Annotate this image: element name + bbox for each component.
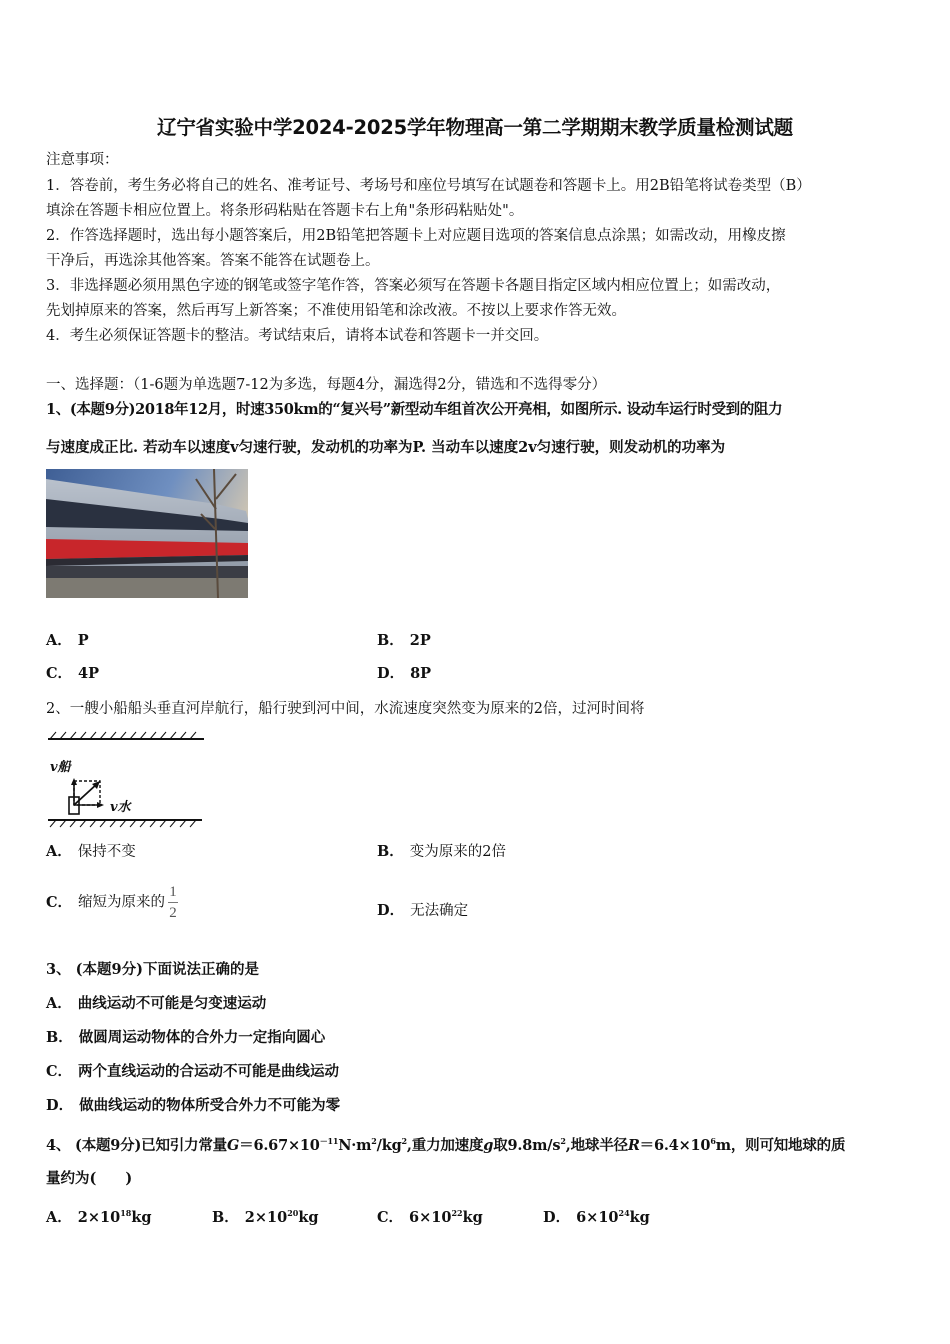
option-b[interactable] xyxy=(46,1028,325,1048)
option-text: 6×10 xyxy=(409,1209,452,1226)
question-1-text: 1、(本题9分)2018年12月，时速350km的“复兴号”新型动车组首次公开亮相，如图所示. 设动车运行时受到的阻力 xyxy=(46,401,783,418)
option-c[interactable] xyxy=(377,1203,483,1228)
option-label: A． xyxy=(46,632,72,649)
text-run: ,地球半径 xyxy=(565,1137,628,1154)
fraction-one-half xyxy=(168,883,178,922)
option-b[interactable] xyxy=(377,631,431,651)
option-d[interactable] xyxy=(377,901,468,921)
page-title: 辽宁省实验中学2024-2025学年物理高一第二学期期末教学质量检测试题 xyxy=(157,116,793,139)
text-run: N·m xyxy=(338,1137,372,1154)
option-d[interactable] xyxy=(46,1096,340,1116)
unit: kg xyxy=(298,1209,319,1226)
text-run: 取9.8m/s xyxy=(493,1137,561,1154)
notice-line: 3．非选择题必须用黑色字迹的钢笔或签字笔作答，答案必须写在答题卡各题目指定区域内相应位置上；如需改动， xyxy=(46,278,781,294)
notice-line: 先划掉原来的答案，然后再写上新答案；不准使用铅笔和涂改液。不按以上要求作答无效。 xyxy=(46,303,626,319)
option-c[interactable] xyxy=(46,664,99,684)
option-c[interactable] xyxy=(46,1062,339,1082)
text-run: ＝6.4×10 xyxy=(639,1137,711,1154)
unit: kg xyxy=(462,1209,483,1226)
question-1-text: 与速度成正比. 若动车以速度v匀速行驶，发动机的功率为P. 当动车以速度2v匀速行驶，则发动机的功率为 xyxy=(46,439,726,456)
exponent: 2 xyxy=(401,1136,407,1146)
exponent: 2 xyxy=(560,1136,566,1146)
option-label: A． xyxy=(46,1209,72,1226)
fraction-denominator: 2 xyxy=(169,905,177,921)
notice-line: 干净后，再选涂其他答案。答案不能答在试题卷上。 xyxy=(46,253,380,269)
exponent: 2 xyxy=(371,1136,377,1146)
option-text: 做圆周运动物体的合外力一定指向圆心 xyxy=(78,1029,326,1046)
exponent: 18 xyxy=(120,1208,132,1218)
option-b[interactable] xyxy=(212,1203,319,1228)
option-text: 2P xyxy=(409,632,431,649)
option-text: 保持不变 xyxy=(77,844,136,860)
exponent: 22 xyxy=(451,1208,463,1218)
water-velocity-label: v水 xyxy=(110,800,131,815)
option-label: B． xyxy=(46,1029,73,1046)
notice-line: 2．作答选择题时，选出每小题答案后，用2B铅笔把答题卡上对应题目选项的答案信息点涂黑；如需改动，用橡皮擦 xyxy=(46,228,786,244)
unit: kg xyxy=(131,1209,152,1226)
text-run: m，则可知地球的质 xyxy=(715,1137,846,1154)
option-text: 2×10 xyxy=(244,1209,288,1226)
symbol-g-const: G xyxy=(226,1137,240,1154)
question-2-text: 2、一艘小船船头垂直河岸航行，船行驶到河中间，水流速度突然变为原来的2倍，过河时间将 xyxy=(46,701,645,717)
option-label: C． xyxy=(46,1063,73,1080)
option-d[interactable] xyxy=(377,664,431,684)
unit: kg xyxy=(629,1209,650,1226)
option-label: D． xyxy=(543,1209,571,1226)
option-text: 2×10 xyxy=(77,1209,121,1226)
text-run: /kg xyxy=(376,1137,402,1154)
exponent: 24 xyxy=(618,1208,630,1218)
option-label: C． xyxy=(377,1209,404,1226)
option-text: 变为原来的2倍 xyxy=(409,844,506,860)
fraction-numerator: 1 xyxy=(169,884,177,900)
option-text: 6×10 xyxy=(576,1209,619,1226)
exponent: 6 xyxy=(710,1136,716,1146)
notice-line: 4．考生必须保证答题卡的整洁。考试结束后，请将本试卷和答题卡一并交回。 xyxy=(46,328,549,344)
notice-heading: 注意事项： xyxy=(46,152,119,168)
option-label: C． xyxy=(46,665,73,682)
notice-line: 1．答卷前，考生务必将自己的姓名、准考证号、考场号和座位号填写在试题卷和答题卡上。用2B铅笔将试卷类型（B） xyxy=(46,178,811,194)
symbol-g-accel: g xyxy=(483,1137,494,1154)
exponent: －11 xyxy=(319,1136,339,1146)
train-photo xyxy=(46,469,248,598)
question-4-text: 量约为( ) xyxy=(46,1170,133,1187)
option-label: B． xyxy=(377,843,404,860)
option-d[interactable] xyxy=(543,1203,650,1228)
text-run: ＝6.67×10 xyxy=(239,1137,320,1154)
option-a[interactable] xyxy=(46,631,89,651)
option-text: 缩短为原来的 xyxy=(78,894,166,911)
option-a[interactable] xyxy=(46,842,136,862)
option-label: B． xyxy=(212,1209,239,1226)
option-label: D． xyxy=(46,1097,74,1114)
question-3-text: 3、 (本题9分)下面说法正确的是 xyxy=(46,961,259,978)
section-heading: 一、选择题：（1-6题为单选题7-12为多选，每题4分，漏选得2分，错选和不选得零分） xyxy=(46,377,607,393)
option-text: 8P xyxy=(410,665,432,682)
option-text: 4P xyxy=(78,665,100,682)
option-a[interactable] xyxy=(46,994,266,1014)
option-label: A． xyxy=(46,995,72,1012)
option-text: 做曲线运动的物体所受合外力不可能为零 xyxy=(79,1097,341,1114)
option-label: D． xyxy=(377,665,405,682)
exponent: 20 xyxy=(287,1208,299,1218)
question-4-text xyxy=(46,1131,845,1156)
option-a[interactable] xyxy=(46,1203,152,1228)
option-label: C． xyxy=(46,893,73,911)
option-text: P xyxy=(77,632,89,649)
notice-line: 填涂在答题卡相应位置上。将条形码粘贴在答题卡右上角"条形码粘贴处"。 xyxy=(46,203,524,219)
text-run: 4、 (本题9分)已知引力常量 xyxy=(46,1137,227,1154)
option-text: 曲线运动不可能是匀变速运动 xyxy=(77,995,267,1012)
symbol-r: R xyxy=(627,1137,640,1154)
option-text: 两个直线运动的合运动不可能是曲线运动 xyxy=(78,1063,340,1080)
option-label: B． xyxy=(377,632,404,649)
river-boat-diagram xyxy=(46,729,206,829)
text-run: ,重力加速度 xyxy=(406,1137,484,1154)
boat-velocity-label: v船 xyxy=(50,760,71,775)
option-b[interactable] xyxy=(377,842,506,862)
option-label: A． xyxy=(46,843,72,860)
option-c[interactable] xyxy=(46,883,178,922)
option-text: 无法确定 xyxy=(410,903,469,919)
option-label: D． xyxy=(377,902,405,919)
